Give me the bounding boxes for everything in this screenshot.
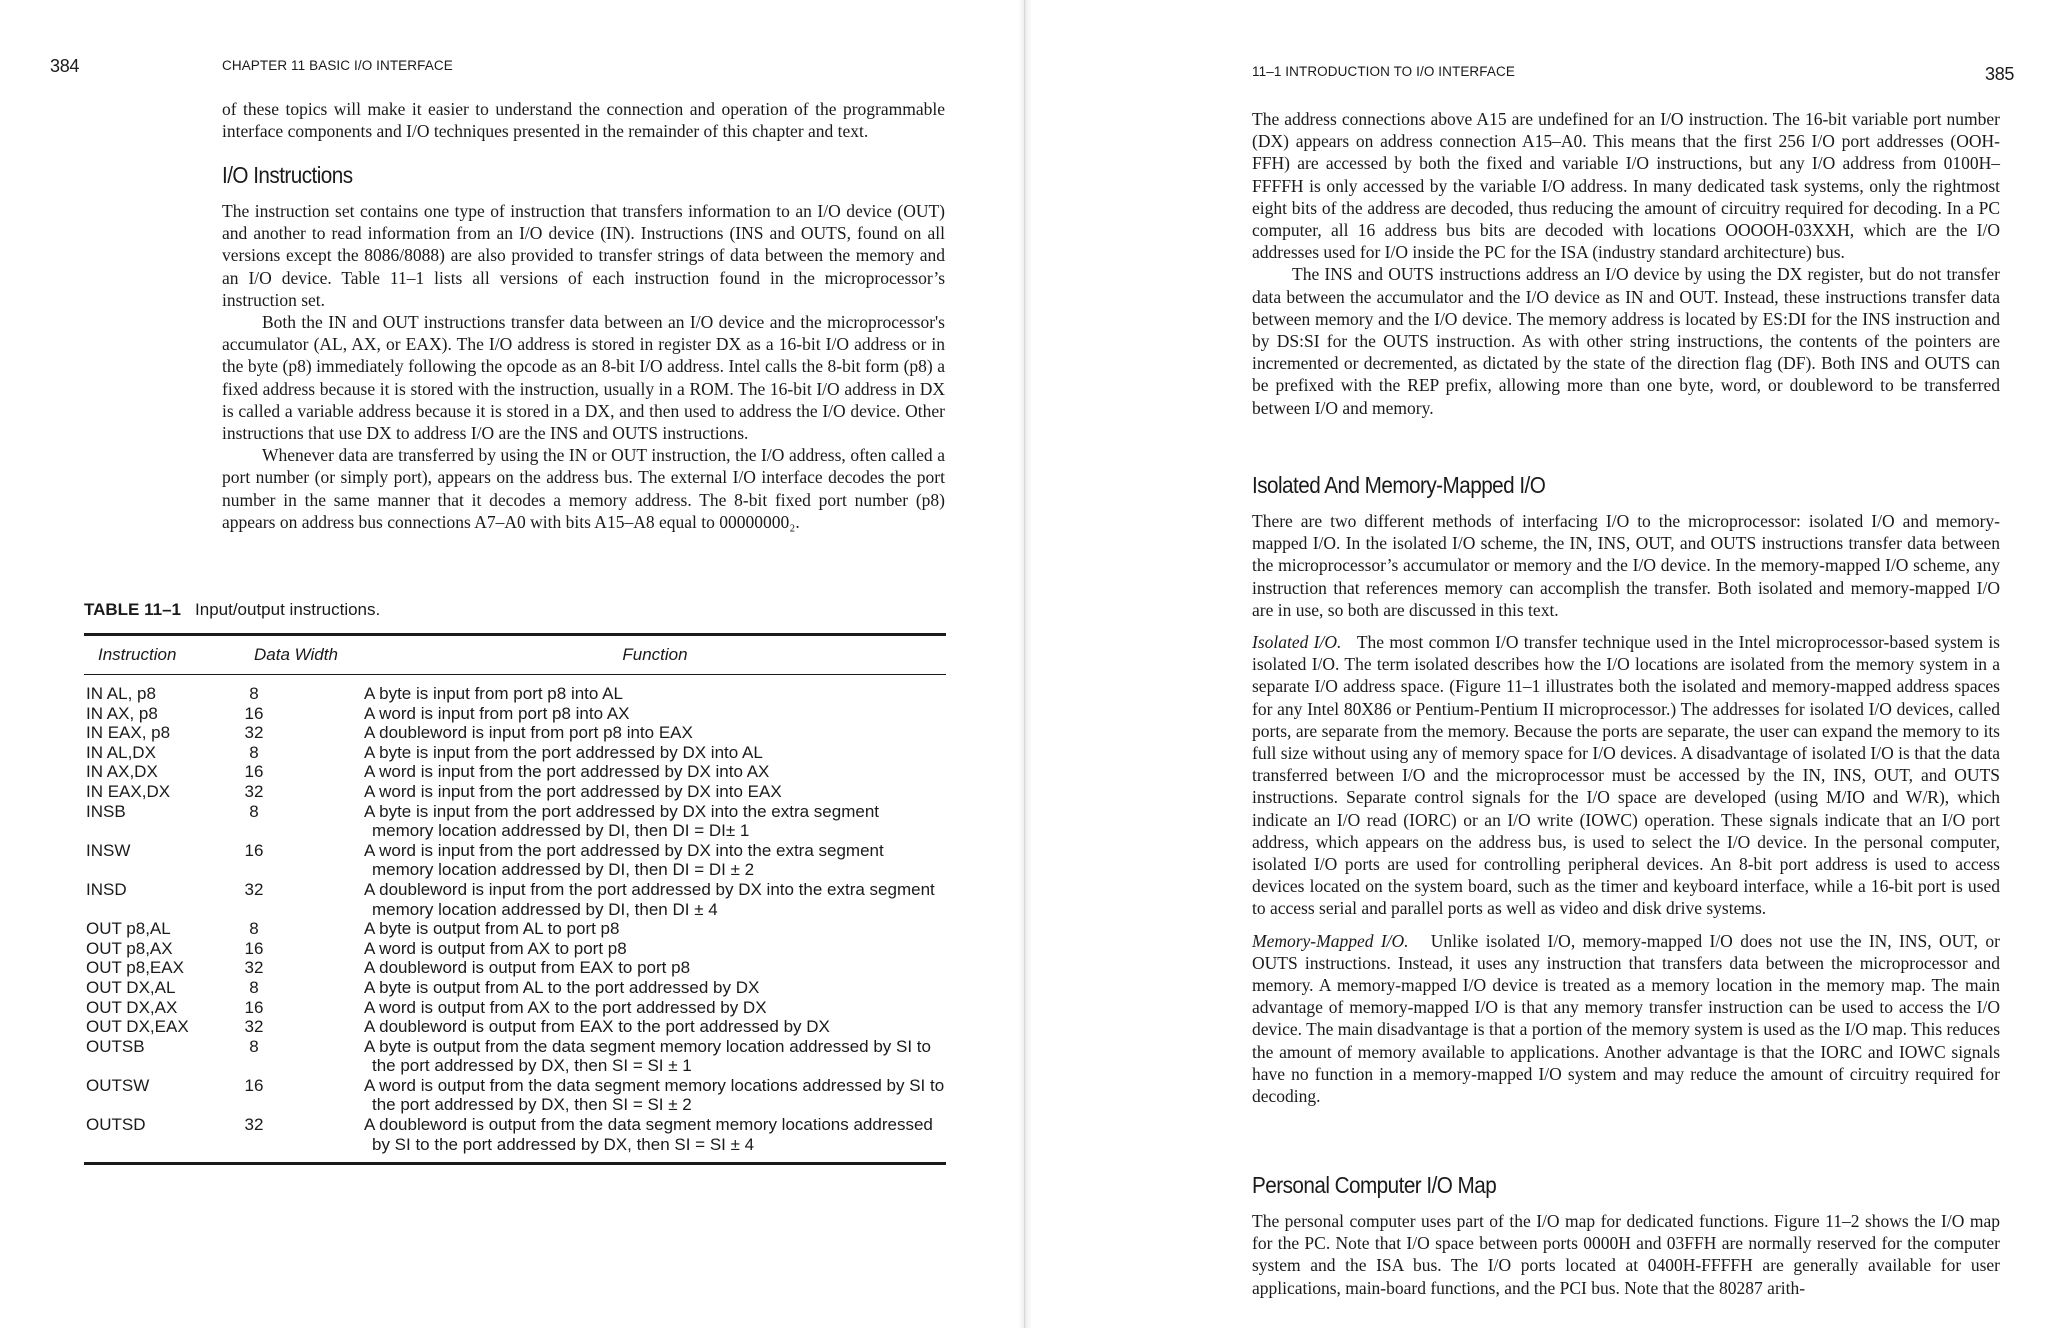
isolated-section: [1252, 510, 2000, 1107]
table-row: [84, 1115, 946, 1164]
table-header-row: [84, 635, 946, 675]
data-width-value: 8: [249, 742, 259, 762]
cell-instruction: IN AL, p8: [86, 684, 156, 703]
data-width-value: 32: [244, 723, 264, 743]
column-header: Function: [364, 635, 946, 675]
paragraph: The instruction set contains one type of instruction that transfers information to an I/O device (OUT) and another to read information from an I/O device (IN). Instructions (INS and OUTS, found on all versions except the 8086/8088) are also provided to transfer strings of data between the memory and an I/O device. Table 11–1 lists all versions of each instruction found in the microprocessor’s instruction set.: [222, 201, 945, 310]
cell-instruction: OUT DX,AX: [86, 997, 178, 1017]
cell-instruction: IN EAX, p8: [86, 723, 171, 743]
table-row: [84, 704, 946, 724]
cell-function: [364, 958, 946, 978]
section-heading: Personal Computer I/O Map: [1252, 1172, 1497, 1198]
table-row: [84, 762, 946, 782]
data-width-value: 16: [244, 1075, 264, 1095]
table-row: [84, 802, 946, 841]
cell-function: [364, 762, 946, 782]
cell-data-width: [236, 1115, 364, 1164]
cell-instruction: IN AL,DX: [86, 742, 156, 762]
data-width-value: 32: [244, 1115, 264, 1135]
table-row: [84, 1076, 946, 1115]
cell-data-width: [236, 939, 364, 959]
data-width-value: 16: [244, 997, 264, 1017]
data-width-value: 16: [244, 703, 264, 723]
paragraph: The address connections above A15 are undefined for an I/O instruction. The 16-bit variable port number (DX) appears on address connection A15–A0. This means that the first 256 I/O port addresses (OOH-FFH) are accessed by both the fixed and variable I/O instructions, but any I/O address from 0100H–FFFFH is only accessed by the variable I/O address. In many dedicated task systems, only the rightmost eight bits of the address are decoded, thus reducing the amount of circuitry required for decoding. In a PC computer, all 16 address bus bits are decoded with locations OOOOH-03XXH, which are the I/O addresses used for I/O inside the PC for the ISA (industry standard architecture) bus.: [1252, 109, 2000, 263]
cell-instruction: OUT p8,AX: [86, 938, 173, 958]
table-caption: [84, 600, 380, 620]
data-width-value: 8: [249, 977, 259, 997]
cell-function: [364, 723, 946, 743]
cell-instruction: OUT DX,EAX: [86, 1017, 189, 1037]
table-row: [84, 1017, 946, 1037]
cell-instruction: OUT p8,AL: [86, 919, 171, 939]
cell-data-width: [236, 978, 364, 998]
function-line: A word is output from AX to port p8: [364, 938, 627, 958]
table-caption-text: Input/output instructions.: [195, 600, 381, 619]
data-width-value: 16: [244, 938, 264, 958]
paragraph: Whenever data are transferred by using the IN or OUT instruction, the I/O address, often called a port number (or simply port), appears on the address bus. The external I/O interface decodes the port number in the same manner that it decodes a memory address. The 8-bit fixed port number (p8) appears on address bus connections A7–A0 with bits A15–A8 equal to 00000000₂.: [222, 445, 945, 532]
cell-data-width: [236, 782, 364, 802]
body-text-right: [1252, 108, 2000, 419]
function-line: memory location addressed by DI, then DI ± 4: [372, 899, 718, 919]
cell-instruction: OUTSW: [86, 1075, 150, 1095]
function-line: by SI to the port addressed by DX, then SI = SI ± 4: [372, 1134, 755, 1154]
function-line: A doubleword is input from the port addressed by DX into the extra segment: [364, 879, 935, 899]
cell-data-width: [236, 880, 364, 919]
function-line: A word is input from the port addressed by DX into EAX: [364, 781, 782, 801]
function-line: A word is output from the data segment memory locations addressed by SI to: [364, 1075, 945, 1095]
function-line: A word is input from port p8 into AX: [364, 703, 630, 723]
io-instructions-table: [84, 633, 946, 1165]
cell-data-width: [236, 1037, 364, 1076]
cell-instruction: OUT p8,EAX: [86, 958, 184, 978]
cell-data-width: [236, 1076, 364, 1115]
function-line: A doubleword is output from EAX to port p8: [364, 958, 691, 978]
paragraph-subhead: Memory-Mapped I/O.: [1252, 930, 1409, 951]
data-width-value: 8: [249, 684, 259, 703]
cell-function: [364, 782, 946, 802]
page-number: 384: [50, 56, 80, 76]
cell-instruction: OUTSB: [86, 1036, 145, 1056]
function-line: A byte is output from AL to port p8: [364, 919, 620, 939]
table-row: [84, 880, 946, 919]
cell-function: [364, 998, 946, 1018]
function-line: A byte is input from the port addressed by DX into the extra segment: [364, 801, 879, 821]
cell-data-width: [236, 958, 364, 978]
cell-function: [364, 880, 946, 919]
page-number: 385: [1985, 64, 2015, 84]
cell-function: [364, 1115, 946, 1164]
section-heading: Isolated And Memory-Mapped I/O: [1252, 472, 1546, 498]
function-line: A byte is output from the data segment memory location addressed by SI to: [364, 1036, 931, 1056]
cell-function: [364, 939, 946, 959]
cell-function: [364, 1017, 946, 1037]
cell-data-width: [236, 762, 364, 782]
function-line: A word is input from the port addressed by DX into the extra segment: [364, 840, 884, 860]
table-row: [84, 1037, 946, 1076]
cell-function: [364, 1076, 946, 1115]
table-row: [84, 939, 946, 959]
table-row: [84, 998, 946, 1018]
paragraph: There are two different methods of interfacing I/O to the microprocessor: isolated I/O and memory-mapped I/O. In the isolated I/O scheme, the IN, INS, OUT, and OUTS instructions transfer data between the microprocessor’s accumulator or memory and the I/O device. In the memory-mapped I/O scheme, any instruction that references memory can accomplish the transfer. Both isolated and memory-mapped I/O are in use, so both are discussed in this text.: [1252, 511, 2000, 620]
function-line: A byte is input from the port addressed by DX into AL: [364, 742, 763, 762]
cell-instruction: OUTSD: [84, 1115, 236, 1164]
table-label: TABLE 11–1: [84, 600, 182, 619]
table-row: [84, 841, 946, 880]
data-width-value: 32: [244, 958, 264, 978]
cell-data-width: [236, 919, 364, 939]
left-page: [0, 0, 1020, 1328]
cell-function: [364, 802, 946, 841]
cell-data-width: [236, 1017, 364, 1037]
table-row: [84, 675, 946, 704]
table-body: [84, 675, 946, 1164]
data-width-value: 32: [244, 879, 264, 899]
cell-function: [364, 978, 946, 998]
function-line: memory location addressed by DI, then DI = DI± 1: [372, 821, 750, 841]
intro-paragraph: [222, 98, 945, 142]
cell-instruction: INSD: [86, 879, 127, 899]
data-width-value: 32: [244, 1017, 264, 1037]
body-text-left: [222, 200, 945, 533]
paragraph: The personal computer uses part of the I/O map for dedicated functions. Figure 11–2 shows the I/O map for the PC. Note that I/O space between ports 0000H and 03FFH are normally reserved for the computer system and the ISA bus. The I/O ports located at 0400H-FFFFH are generally available for user applications, main-board functions, and the PCI bus. Note that the 80287 arith-: [1252, 1211, 2000, 1298]
right-page: [1030, 0, 2048, 1328]
column-header: Instruction: [84, 635, 236, 675]
cell-instruction: OUT DX,AL: [86, 977, 176, 997]
cell-instruction: INSW: [86, 840, 131, 860]
function-line: A doubleword is output from the data segment memory locations addressed: [364, 1115, 933, 1135]
paragraph-text: Unlike isolated I/O, memory-mapped I/O does not use the IN, INS, OUT, or OUTS instructions. Instead, it uses any instruction that transfers data between the microprocessor and memory. A memory-mapped I/O device is treated as a memory location in the memory map. The main advantage of memory-mapped I/O is that any memory transfer instruction can be used to access the I/O device. The main disadvantage is that a portion of the memory system is used as the I/O map. This reduces the amount of memory available to applications. Another advantage is that the IORC and IOWC signals have no function in a memory-mapped I/O system and may reduce the amount of circuitry required for decoding.: [1252, 930, 2000, 1107]
paragraph: Both the IN and OUT instructions transfer data between an I/O device and the microprocessor's accumulator (AL, AX, or EAX). The I/O address is stored in register DX as a 16-bit I/O address or in the byte (p8) immediately following the opcode as an 8-bit I/O address. Intel calls the 8-bit form (p8) a fixed address because it is stored with the instruction, usually in a ROM. The 16-bit I/O address in DX is called a variable address because it is stored in a DX, and then used to address the I/O device. Other instructions that use DX to address I/O are the INS and OUTS instructions.: [222, 312, 945, 444]
cell-instruction: IN AX,DX: [86, 762, 158, 782]
cell-instruction: IN EAX,DX: [86, 781, 171, 801]
table-row: [84, 743, 946, 763]
cell-function: [364, 1037, 946, 1076]
cell-function: [364, 743, 946, 763]
cell-function: [364, 919, 946, 939]
data-width-value: 8: [249, 919, 259, 939]
function-line: A word is output from AX to the port addressed by DX: [364, 997, 767, 1017]
data-width-value: 16: [244, 840, 264, 860]
cell-data-width: [236, 802, 364, 841]
cell-function: [364, 704, 946, 724]
table-row: [84, 782, 946, 802]
paragraph-text: The most common I/O transfer technique used in the Intel microprocessor-based system is isolated I/O. The term isolated describes how the I/O locations are isolated from the memory system in a separate I/O address space. (Figure 11–1 illustrates both the isolated and memory-mapped address spaces for any Intel 80X86 or Pentium-Pentium II microprocessor.) The addresses for isolated I/O devices, called ports, are separate from the memory. Because the ports are separate, the user can expand the memory to its full size without using any of memory space for I/O devices. A disadvantage of isolated I/O is that the data transferred between I/O and the microprocessor must be accessed by the IN, INS, OUT, and OUTS instructions. Separate control signals for the I/O space are developed (using M/IO and W/R), which indicate an I/O read (IORC) or an I/O write (IOWC) operation. These signals indicate that an I/O port address, which appears on the address bus, is used to select the I/O device. In the personal computer, isolated I/O ports are used for controlling peripheral devices. An 8-bit port address is used to access devices located on the system board, such as the timer and keyboard interface, while a 16-bit port is used to access serial and parallel ports as well as video and disk drive systems.: [1252, 632, 2000, 919]
pc-section: [1252, 1210, 2000, 1299]
cell-data-width: [236, 675, 364, 704]
paragraph: The INS and OUTS instructions address an I/O device by using the DX register, but do not transfer data between the accumulator and the I/O device as IN and OUT. Instead, these instructions transfer data between memory and the I/O device. The memory address is located by ES:DI for the INS instruction and by DS:SI for the OUTS instruction. As with other string instructions, the contents of the pointers are incremented or decremented, as dictated by the state of the direction flag (DF). Both INS and OUTS can be prefixed with the REP prefix, allowing more than one byte, word, or doubleword to be transferred between I/O and memory.: [1252, 264, 2000, 418]
cell-data-width: [236, 998, 364, 1018]
table-row: [84, 723, 946, 743]
paragraph: of these topics will make it easier to understand the connection and operation of the programmable interface components and I/O techniques presented in the remainder of this chapter and text.: [222, 99, 945, 142]
paragraph: [1252, 930, 2000, 1108]
table-row: [84, 919, 946, 939]
function-line: A doubleword is output from EAX to the port addressed by DX: [364, 1017, 830, 1037]
table-row: [84, 958, 946, 978]
function-line: A doubleword is input from port p8 into EAX: [364, 723, 693, 743]
cell-data-width: [236, 723, 364, 743]
function-line: A byte is input from port p8 into AL: [364, 684, 623, 703]
data-width-value: 8: [249, 1036, 259, 1056]
function-line: memory location addressed by DI, then DI = DI ± 2: [372, 860, 755, 880]
data-width-value: 32: [244, 781, 264, 801]
column-header: Data Width: [236, 635, 364, 675]
gutter-line: [1024, 0, 1025, 1328]
cell-function: [364, 675, 946, 704]
data-width-value: 8: [249, 801, 259, 821]
cell-data-width: [236, 841, 364, 880]
cell-data-width: [236, 743, 364, 763]
running-head: 11–1 INTRODUCTION TO I/O INTERFACE: [1252, 64, 1515, 79]
paragraph: [1252, 631, 2000, 920]
paragraph-subhead: Isolated I/O.: [1252, 632, 1342, 653]
data-width-value: 16: [244, 762, 264, 782]
function-line: A byte is output from AL to the port addressed by DX: [364, 977, 760, 997]
cell-instruction: IN AX, p8: [86, 703, 158, 723]
table-row: [84, 978, 946, 998]
cell-instruction: INSB: [86, 801, 126, 821]
function-line: the port addressed by DX, then SI = SI ± 1: [372, 1056, 692, 1076]
cell-function: [364, 841, 946, 880]
section-heading: I/O Instructions: [222, 162, 353, 188]
function-line: A word is input from the port addressed by DX into AX: [364, 762, 770, 782]
running-head: CHAPTER 11 BASIC I/O INTERFACE: [222, 58, 453, 73]
cell-data-width: [236, 704, 364, 724]
function-line: the port addressed by DX, then SI = SI ± 2: [372, 1095, 692, 1115]
